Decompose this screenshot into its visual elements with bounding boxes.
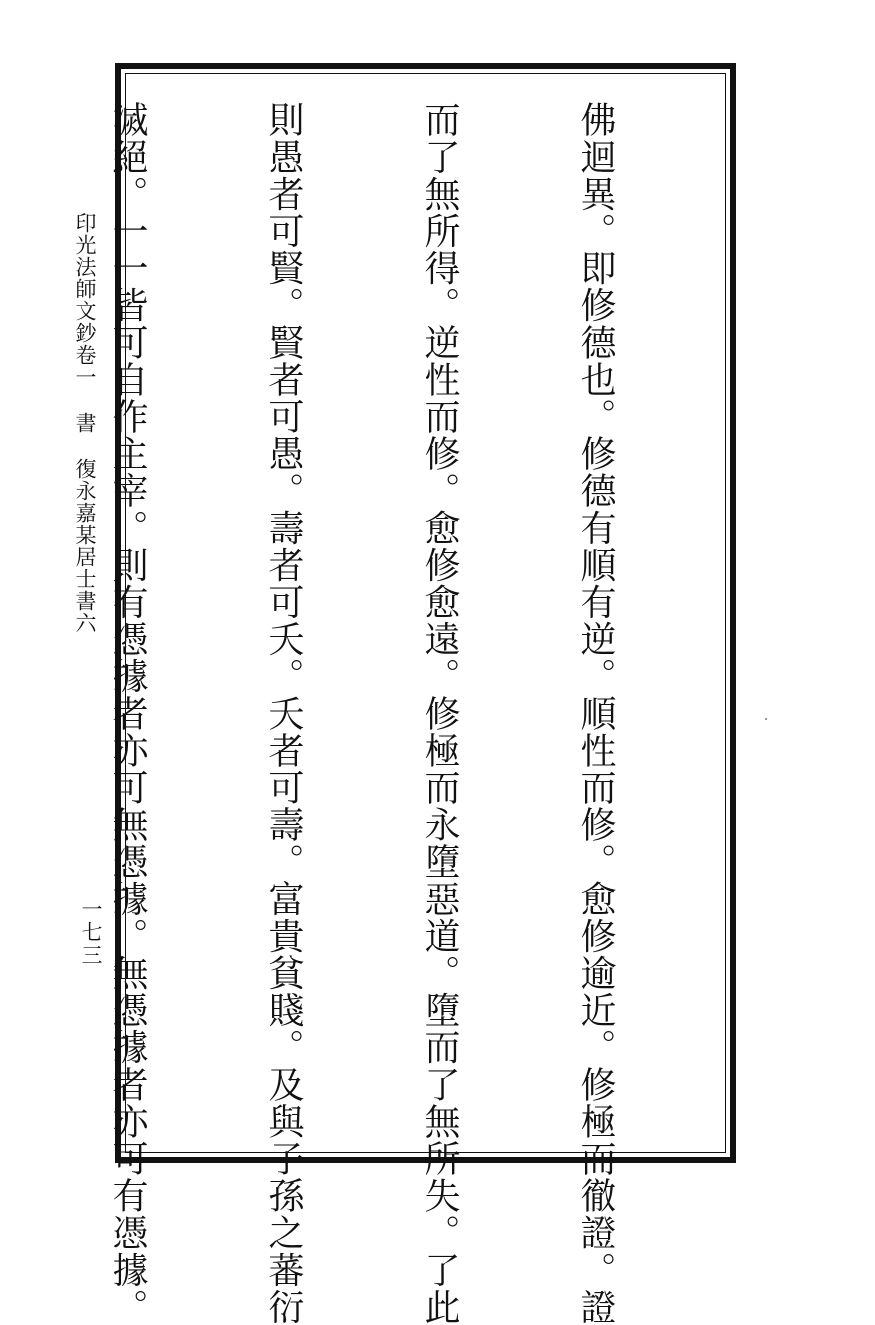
book-title: 印光法師文鈔卷一 [73, 212, 97, 388]
section-label: 書 [73, 412, 97, 434]
page-number: 一七三 [79, 898, 103, 967]
text-column-2: 而了無所得。逆性而修。愈修愈遠。修極而永墮惡道。墮而了無所失。了此 [419, 101, 460, 1325]
inner-frame [107, 73, 726, 1325]
text-column-4: 滅絕。一一皆可自作主宰。則有憑據者亦可無憑據。無憑據者亦可有憑據。 [107, 101, 148, 1325]
main-text [0, 101, 725, 1325]
text-column-3: 則愚者可賢。賢者可愚。壽者可夭。夭者可壽。富貴貧賤。及與子孫之蕃衍 [263, 101, 304, 1325]
text-column-1: 佛迴異。即修德也。修德有順有逆。順性而修。愈修逾近。修極而徹證。證 [575, 101, 616, 1325]
scan-speck [765, 718, 767, 720]
letter-title: 復永嘉某居士書六 [73, 458, 97, 634]
page-frame [107, 63, 736, 1325]
